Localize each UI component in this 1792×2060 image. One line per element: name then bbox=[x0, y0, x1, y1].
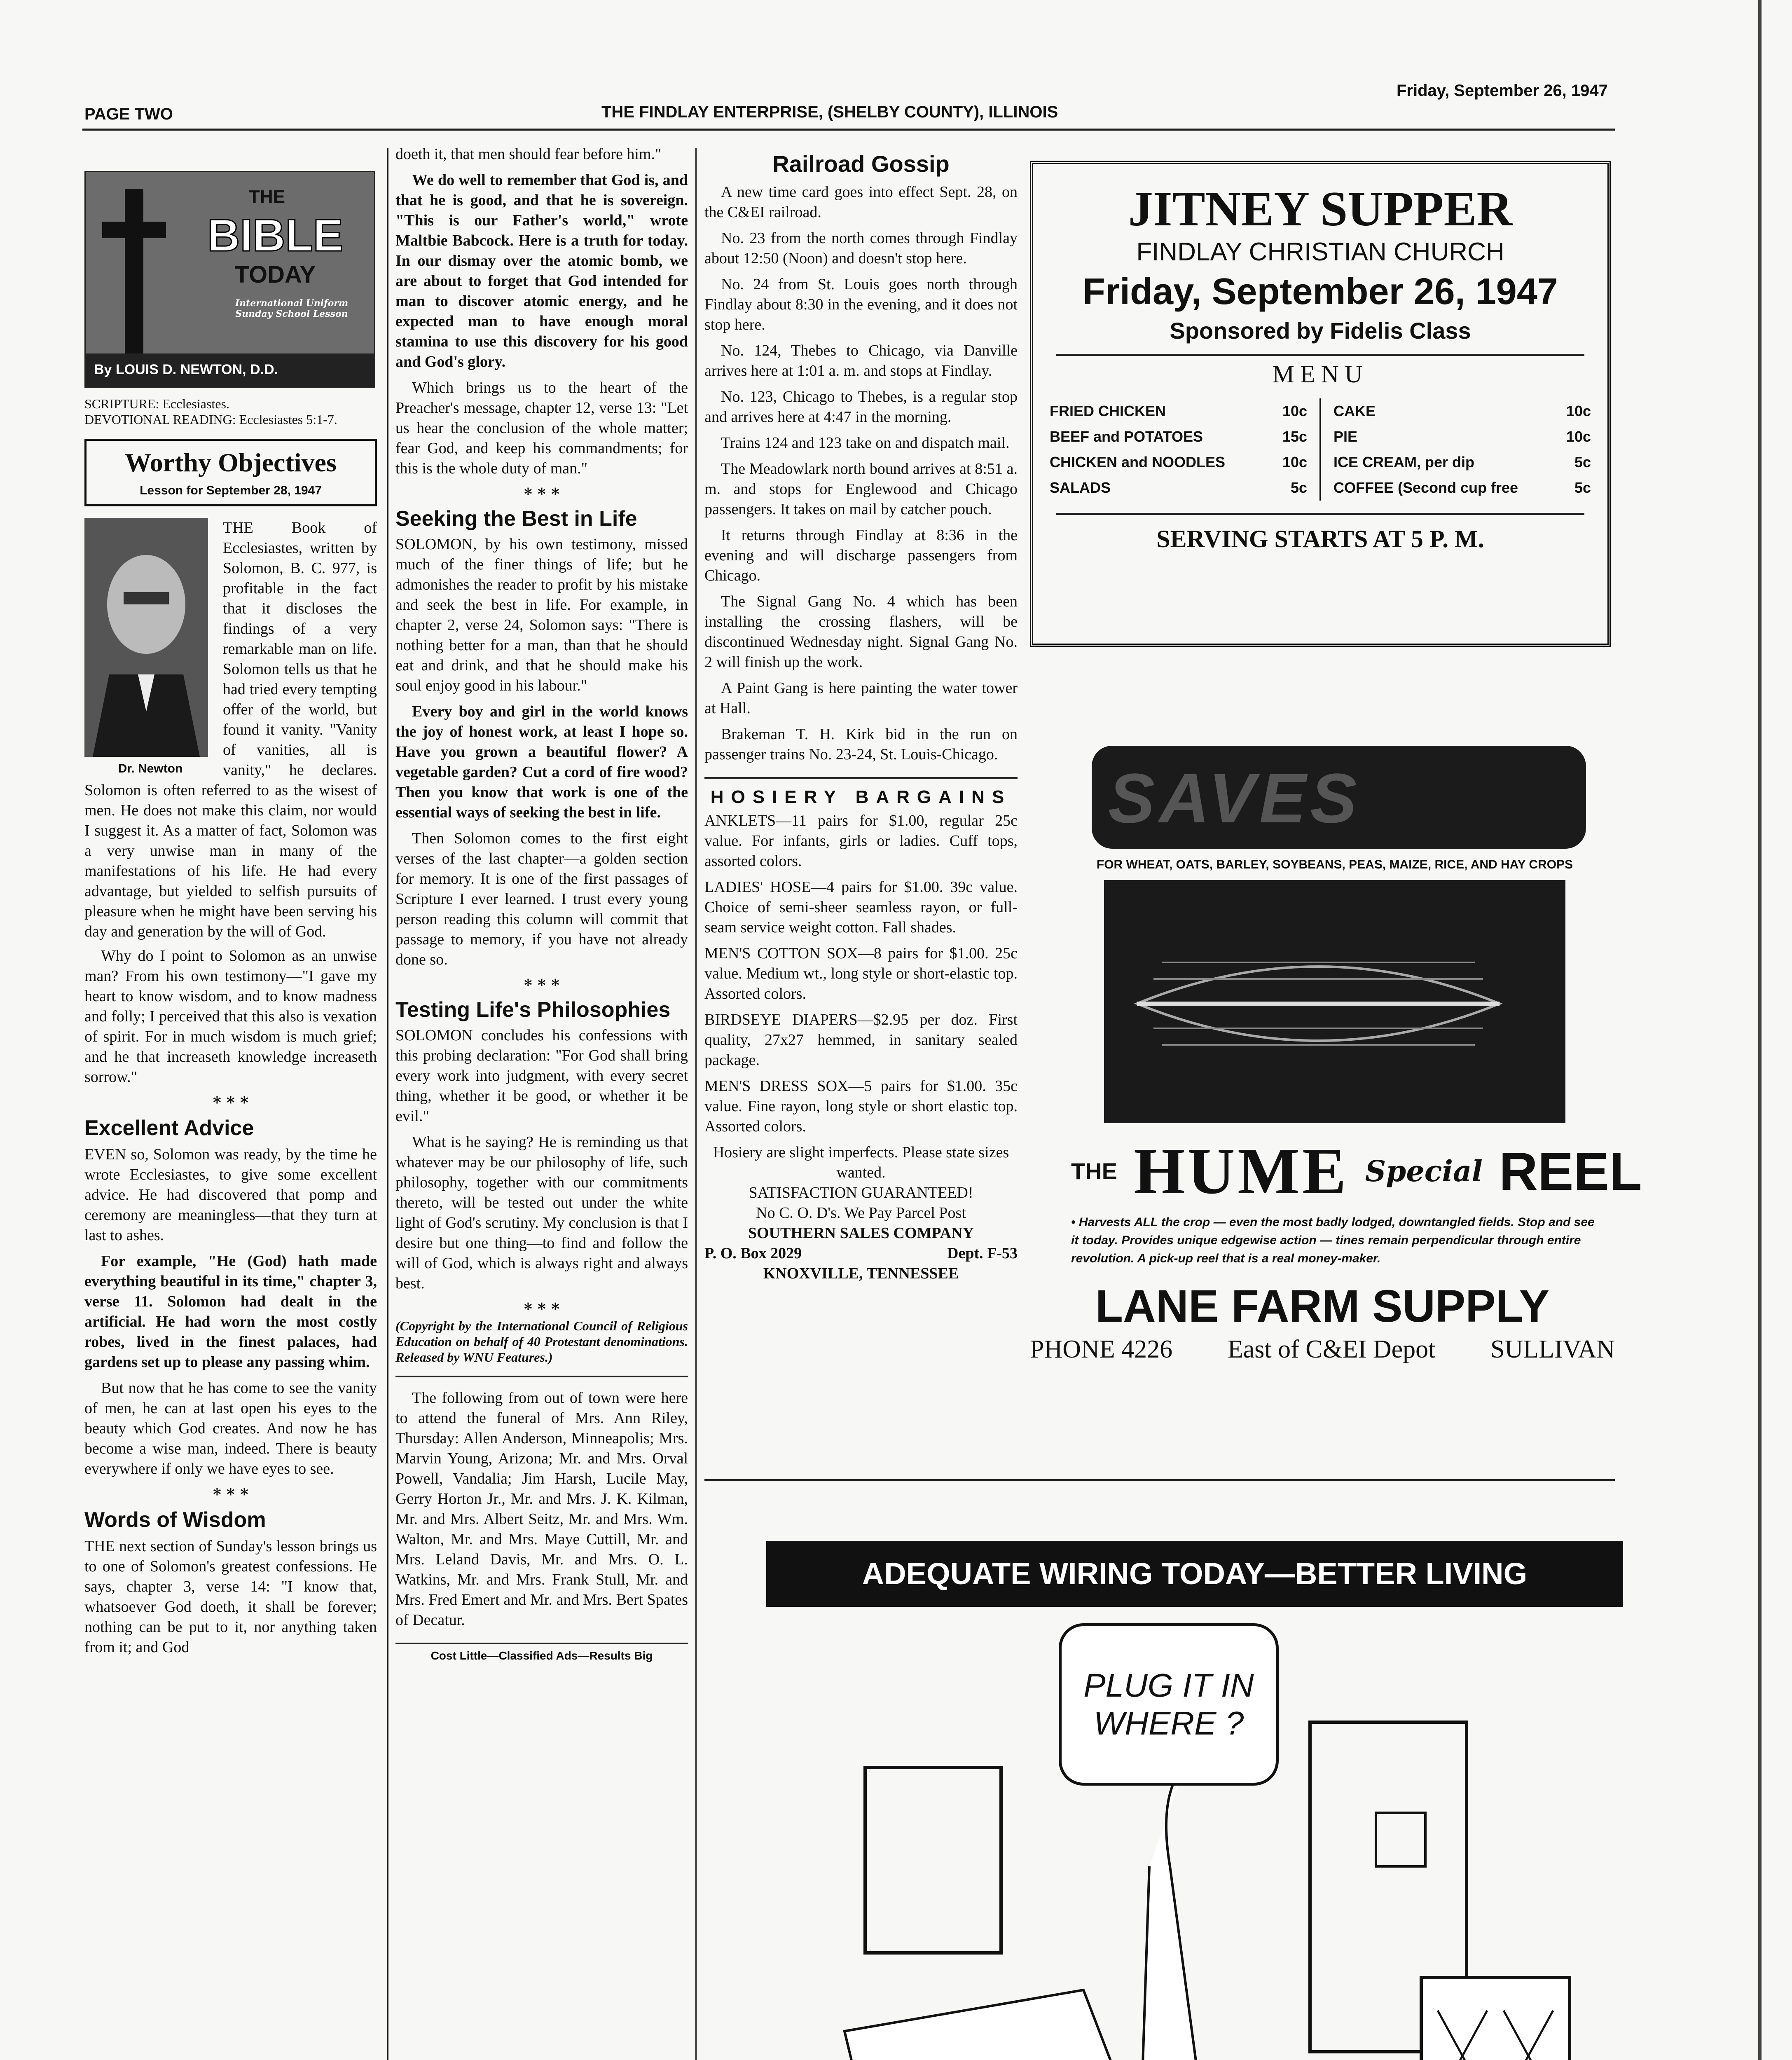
paragraph-4: For example, "He (God) hath made everything beautiful in its time," chapter 3, verse 11. Solomon had dealt in the artificial. He had worn the most costly robes, lived in the finest palaces, had gardens set up to please any passing whim. bbox=[84, 1252, 377, 1371]
paragraph-5: But now that he has come to see the vanity of men, he can at last open his eyes to the beauty which God creates. And now he has become a wise man, indeed. There is beauty everywhere if only we have eyes to see. bbox=[84, 1379, 377, 1477]
hosiery-guarantee: SATISFACTION GUARANTEED! bbox=[749, 1184, 973, 1201]
hume-reel-ad bbox=[1030, 746, 1642, 1479]
jitney-supper-ad bbox=[1030, 161, 1611, 647]
jitney-church: FINDLAY CHRISTIAN CHURCH bbox=[1136, 238, 1504, 266]
logo-bible: BIBLE bbox=[207, 210, 343, 261]
hosiery-item-3: MEN'S COTTON SOX—8 pairs for $1.00. 25c value. Medium wt., long style or short-elastic top. Assorted colors. bbox=[704, 945, 1018, 1002]
dealer-name: LANE FARM SUPPLY bbox=[1095, 1281, 1550, 1332]
menu-item: FRIED CHICKEN 10c bbox=[1050, 403, 1307, 419]
menu-heading: MENU bbox=[1272, 360, 1369, 388]
menu-item: COFFEE (Second cup free 5c bbox=[1333, 479, 1591, 496]
hosiery-item-2: LADIES' HOSE—4 pairs for $1.00. 39c value. Choice of semi-sheer seamless rayon, or full-seam service weight cotton. Fall shades. bbox=[704, 878, 1018, 936]
bible-column-2 bbox=[395, 144, 688, 1662]
railroad-p8: It returns through Findlay at 8:36 in the evening and will discharge passengers from Chicago. bbox=[704, 527, 1018, 584]
railroad-p6: Trains 124 and 123 take on and dispatch mail. bbox=[721, 434, 1010, 452]
crops-list: FOR WHEAT, OATS, BARLEY, SOYBEANS, PEAS, MAIZE, RICE, AND HAY CROPS bbox=[1096, 858, 1573, 871]
section-rule bbox=[395, 1376, 688, 1377]
saves-banner bbox=[1092, 746, 1586, 849]
issue-date: Friday, September 26, 1947 bbox=[1397, 82, 1608, 100]
hosiery-cod: No C. O. D's. We Pay Parcel Post bbox=[756, 1204, 966, 1222]
page-number: PAGE TWO bbox=[84, 105, 173, 123]
railroad-p7: The Meadowlark north bound arrives at 8:51 a. m. and stops for Englewood and Chicago passengers. It takes on mail by catcher pouch. bbox=[704, 460, 1018, 518]
jitney-sponsor: Sponsored by Fidelis Class bbox=[1170, 318, 1471, 344]
column-rule bbox=[695, 148, 697, 2060]
menu-grid bbox=[1050, 398, 1591, 501]
masthead-rule bbox=[82, 129, 1615, 131]
dealer-phone: PHONE 4226 bbox=[1030, 1335, 1173, 1363]
speech-bubble bbox=[1059, 1623, 1279, 1786]
dealer-location: East of C&EI Depot bbox=[1227, 1335, 1436, 1363]
paragraph-9: Which brings us to the heart of the Preacher's message, chapter 12, verse 13: "Let us hear the conclusion of the whole matter; fear God, and keep his commandments; for this is the whole duty of man." bbox=[395, 379, 688, 477]
hosiery-dept: Dept. F-53 bbox=[947, 1245, 1018, 1262]
reel-illustration bbox=[1030, 880, 1615, 1123]
divider-stars: * * * bbox=[213, 1093, 249, 1112]
scripture: SCRIPTURE: Ecclesiastes. bbox=[84, 396, 229, 411]
railroad-p1: A new time card goes into effect Sept. 28, on the C&EI railroad. bbox=[704, 183, 1018, 221]
title-box bbox=[84, 439, 377, 506]
paragraph-2: Why do I point to Solomon as an unwise man? From his own testimony—"I gave my heart to know wisdom, and to know madness and folly; I perceived that this also is vexation of spirit. For in much wisdom is much grief; and he that increaseth knowledge increaseth sorrow." bbox=[84, 947, 377, 1086]
menu-item: BEEF and POTATOES 15c bbox=[1050, 428, 1307, 445]
paragraph-11: Every boy and girl in the world knows the joy of honest work, at least I hope so. Have you grown a beautiful flower? A vegetable garden? Cut a cord of fire wood? Then you know that work is one of the essential ways of seeking the best in life. bbox=[395, 703, 688, 821]
lesson-date: Lesson for September 28, 1947 bbox=[140, 484, 322, 497]
author-photo-block bbox=[84, 518, 216, 776]
paragraph-13: SOLOMON concludes his confessions with this probing declaration: "For God shall bring every work into judgment, with every secret thing, whether it be good, or whether it be evil." bbox=[395, 1027, 688, 1125]
paragraph-7: doeth it, that men should fear before him." bbox=[395, 145, 662, 163]
paragraph-6: THE next section of Sunday's lesson brings us to one of Solomon's greatest confessions. He says, chapter 3, verse 14: "I know that, whatsoever God doeth, it shall be forever; nothing can be put to it, nor anything taken from it; and God bbox=[84, 1538, 377, 1656]
menu-right bbox=[1321, 398, 1591, 501]
bible-today-logo bbox=[84, 171, 375, 388]
heading-seeking: Seeking the Best in Life bbox=[395, 507, 637, 531]
funeral-notice: The following from out of town were here to attend the funeral of Mrs. Ann Riley, Thursday: Allen Anderson, Minneapolis; Mrs. Marvin Young, Arizona; Mr. and Mrs. Orval Powell, Vandalia; Jim Harsh, Lucile May, Gerry Horton Jr., Mr. and Mrs. J. K. Kilman, Mr. and Mrs. Albert Seitz, Mr. and Mrs. Wm. Walton, Mr. and Mrs. Maye Cuttill, Mr. and Mrs. Leland Davis, Mr. and Mrs. O. L. Watkins, Mr. and Mrs. Frank Stull, Mr. and Mrs. Fred Emert and Mr. and Mrs. Bert Spates of Decatur. bbox=[395, 1389, 688, 1629]
menu-rule bbox=[1056, 513, 1584, 515]
menu-item: CHICKEN and NOODLES 10c bbox=[1050, 454, 1307, 471]
menu-item: CAKE 10c bbox=[1333, 403, 1591, 419]
menu-left bbox=[1050, 398, 1321, 501]
hosiery-note: Hosiery are slight imperfects. Please state sizes wanted. bbox=[713, 1144, 1009, 1181]
paragraph-14: What is he saying? He is reminding us that whatever may be our philosophy of life, such philosophy, together with our commitments thereto, will be tested out under the white light of God's scrutiny. My conclusion is that I desire but one thing—to find and follow the will of God, which is always right and always best. bbox=[395, 1133, 688, 1292]
hosiery-item-4: BIRDSEYE DIAPERS—$2.95 per doz. First quality, 27x27 hemmed, in sanitary sealed package. bbox=[704, 1011, 1018, 1069]
page-edge bbox=[1758, 0, 1762, 2060]
bubble-text: PLUG IT IN WHERE ? bbox=[1083, 1667, 1254, 1742]
jitney-date: Friday, September 26, 1947 bbox=[1083, 271, 1558, 312]
portrait-photo bbox=[84, 518, 208, 757]
wiring-banner: ADEQUATE WIRING TODAY—BETTER LIVING bbox=[766, 1541, 1623, 1607]
paragraph-10: SOLOMON, by his own testimony, missed much of the finer things of life; but he admonishes the reader to profit by his mistake and seek the best in life. For example, in chapter 2, verse 24, Solomon says: "There is nothing better for a man, than that he should eat and drink, and that he should make his soul enjoy good in his labour." bbox=[395, 536, 688, 694]
menu-rule bbox=[1056, 354, 1584, 356]
menu-item: ICE CREAM, per dip 5c bbox=[1333, 454, 1591, 471]
logo-lesson: International Uniform Sunday School Lesson bbox=[235, 298, 349, 319]
bible-column-1 bbox=[84, 171, 377, 1663]
menu-item: SALADS 5c bbox=[1050, 479, 1307, 496]
menu-item: PIE 10c bbox=[1333, 428, 1591, 445]
paper-name: THE FINDLAY ENTERPRISE, (SHELBY COUNTY), ILLINOIS bbox=[601, 103, 1058, 121]
paragraph-8: We do well to remember that God is, and that he is good, and that he is sovereign. "This is our Father's world," wrote Maltbie Babcock. Here is a truth for today. In our dismay over the atomic bomb, we are about to forget that God intended for man to discover atomic energy, and he expected man to have enough moral stamina to use this discovery for his good and God's glory. bbox=[395, 171, 688, 370]
hume-description: • Harvests ALL the crop — even the most badly lodged, downtangled fields. Stop and see it today. Provides unique edgewise action — tines remain perpendicular through entire revolution. A pick-up reel that is a real money-maker. bbox=[1071, 1215, 1595, 1265]
paragraph-12: Then Solomon comes to the first eight verses of the last chapter—a golden section for memory. It is one of the first passages of Scripture I ever learned. I trust every young person reading this column will commit that passage to memory, if you have not already done so. bbox=[395, 830, 688, 968]
divider-stars: * * * bbox=[524, 1299, 560, 1318]
devotional: DEVOTIONAL READING: Ecclesiastes 5:1-7. bbox=[84, 412, 337, 427]
column-rule bbox=[387, 148, 388, 2060]
paragraph-1: THE Book of Ecclesiastes, written by Solomon, B. C. 977, is profitable in the fact that it discloses the findings of a very remarkable man on life. Solomon tells us that he had tried every tempting offer of the world, but found it vanity. "Vanity of vanities, all is vanity," he declares. Solomon is often referred to as the wisest of men. He does not make this claim, nor would I suggest it. As a matter of fact, Solomon was a very unwise man in many of the manifestations of his life. He had every advantage, but yielded to selfish pursuits of pleasure when he might have been serving his day and generation by the will of God. bbox=[84, 519, 377, 940]
railroad-p2: No. 23 from the north comes through Findlay about 12:50 (Noon) and doesn't stop here. bbox=[704, 229, 1018, 267]
cips-ad bbox=[762, 1541, 1627, 2060]
copyright-note: (Copyright by the International Council of Religious Education on behalf of 40 Protestant denominations. Released by WNU Features.) bbox=[395, 1318, 688, 1365]
dealer-contact bbox=[1030, 1335, 1615, 1364]
divider-stars: * * * bbox=[524, 976, 560, 994]
hume-the: THE bbox=[1071, 1158, 1117, 1184]
section-rule bbox=[395, 1643, 688, 1644]
hume-reel: REEL bbox=[1499, 1141, 1642, 1201]
logo-byline: By LOUIS D. NEWTON, D.D. bbox=[94, 362, 278, 377]
serving-time: SERVING STARTS AT 5 P. M. bbox=[1156, 525, 1484, 552]
railroad-title: Railroad Gossip bbox=[772, 151, 950, 177]
dealer-town: SULLIVAN bbox=[1490, 1335, 1615, 1363]
hume-special: Special bbox=[1365, 1154, 1483, 1188]
heading-advice: Excellent Advice bbox=[84, 1116, 254, 1140]
railroad-p10: A Paint Gang is here painting the water tower at Hall. bbox=[704, 679, 1018, 717]
hosiery-box-line bbox=[704, 1243, 1018, 1264]
jitney-title: JITNEY SUPPER bbox=[1128, 181, 1513, 236]
railroad-p11: Brakeman T. H. Kirk bid in the run on passenger trains No. 23-24, St. Louis-Chicago. bbox=[704, 726, 1018, 763]
hume-headline bbox=[1030, 1133, 1642, 1209]
hosiery-box: P. O. Box 2029 bbox=[704, 1245, 802, 1262]
hume-name: HUME bbox=[1134, 1134, 1349, 1208]
saves-text: SAVES bbox=[1108, 759, 1361, 838]
hosiery-city: KNOXVILLE, TENNESSEE bbox=[763, 1265, 959, 1282]
photo-caption: Dr. Newton bbox=[118, 762, 183, 775]
railroad-p5: No. 123, Chicago to Thebes, is a regular stop and arrives here at 4:47 in the morning. bbox=[704, 388, 1018, 426]
divider-stars: * * * bbox=[213, 1485, 249, 1503]
hosiery-title: HOSIERY BARGAINS bbox=[710, 787, 1012, 807]
section-rule bbox=[704, 777, 1018, 779]
railroad-p3: No. 24 from St. Louis goes north through Findlay about 8:30 in the evening, and it does not stop here. bbox=[704, 276, 1018, 333]
railroad-p4: No. 124, Thebes to Chicago, via Danville arrives here at 1:01 a. m. and stops at Findlay. bbox=[704, 342, 1018, 379]
paragraph-3: EVEN so, Solomon was ready, by the time he wrote Ecclesiastes, to give some excellent advice. He had discovered that pomp and ceremony are meaningless—that they turn at last to ashes. bbox=[84, 1146, 377, 1244]
classified-filler: Cost Little—Classified Ads—Results Big bbox=[430, 1649, 653, 1662]
heading-testing: Testing Life's Philosophies bbox=[395, 998, 671, 1022]
railroad-p9: The Signal Gang No. 4 which has been installing the crossing flashers, will be discontinued Wednesday night. Signal Gang No. 2 will finish up the work. bbox=[704, 593, 1018, 671]
logo-today: TODAY bbox=[234, 261, 316, 288]
hosiery-item-5: MEN'S DRESS SOX—5 pairs for $1.00. 35c value. Fine rayon, long style or short elastic top. Assorted colors. bbox=[704, 1077, 1018, 1135]
section-rule bbox=[704, 1479, 1615, 1481]
hosiery-company: SOUTHERN SALES COMPANY bbox=[748, 1224, 974, 1242]
hosiery-item-1: ANKLETS—11 pairs for $1.00, regular 25c value. For infants, girls or ladies. Cuff tops, assorted colors. bbox=[704, 812, 1018, 870]
logo-the: THE bbox=[249, 187, 285, 207]
divider-stars: * * * bbox=[524, 485, 560, 503]
lesson-title: Worthy Objectives bbox=[125, 448, 337, 477]
heading-wisdom: Words of Wisdom bbox=[84, 1508, 266, 1532]
railroad-column bbox=[704, 150, 1018, 1284]
